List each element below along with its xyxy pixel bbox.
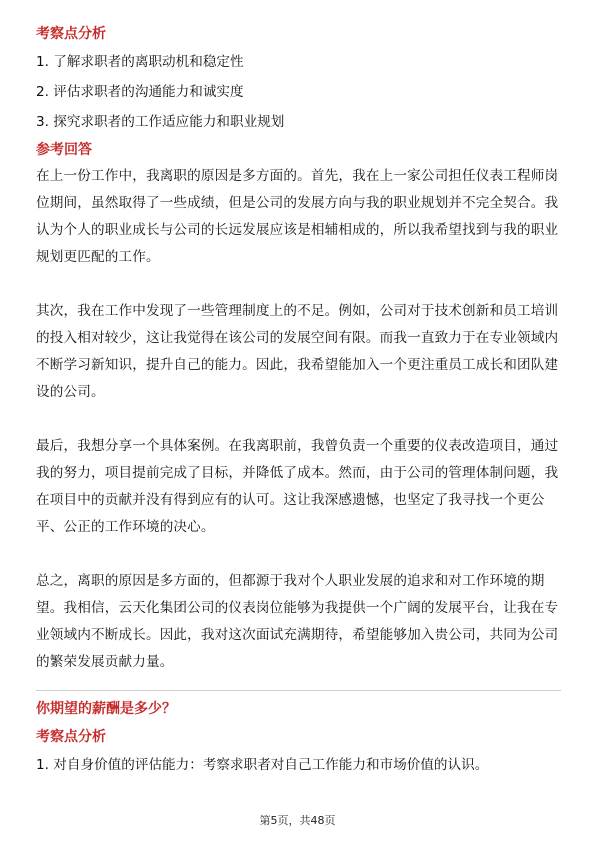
answer-paragraph: 在上一份工作中，我离职的原因是多方面的。首先，我在上一家公司担任仪表工程师岗位期间，虽然取得了一些成绩，但是公司的发展方向与我的职业规划并不完全契合。我认为个人的职业成长与公司的长远发展应该是相辅相成的，所以我希望找到与我的职业规划更匹配的工作。 bbox=[36, 168, 559, 265]
answer-paragraph: 最后，我想分享一个具体案例。在我离职前，我曾负责一个重要的仪表改造项目，通过我的努力，项目提前完成了目标，并降低了成本。然而，由于公司的管理体制问题，我在项目中的贡献并没有得到应有的认可。这让我深感遗憾，也坚定了我寻找一个更公平、公正的工作环境的决心。 bbox=[36, 438, 559, 535]
question-title: 你期望的薪酬是多少？ bbox=[36, 701, 176, 717]
section-divider bbox=[36, 690, 561, 691]
section-heading-analysis: 考察点分析 bbox=[36, 26, 106, 42]
document-page bbox=[36, 16, 561, 775]
list-item: 3. 探究求职者的工作适应能力和职业规划 bbox=[36, 114, 285, 130]
section-heading-answer: 参考回答 bbox=[36, 142, 92, 158]
list-item: 1. 对自身价值的评估能力：考察求职者对自己工作能力和市场价值的认识。 bbox=[36, 757, 489, 773]
section-heading-analysis: 考察点分析 bbox=[36, 729, 106, 745]
page-number: 第5页，共48页 bbox=[259, 814, 336, 827]
list-item: 2. 评估求职者的沟通能力和诚实度 bbox=[36, 84, 244, 100]
answer-paragraph: 其次，我在工作中发现了一些管理制度上的不足。例如，公司对于技术创新和员工培训的投入相对较少，这让我觉得在该公司的发展空间有限。而我一直致力于在专业领域内不断学习新知识，提升自己的能力。因此，我希望能加入一个更注重员工成长和团队建设的公司。 bbox=[36, 303, 559, 400]
answer-paragraph: 总之，离职的原因是多方面的，但都源于我对个人职业发展的追求和对工作环境的期望。我相信，云天化集团公司的仪表岗位能够为我提供一个广阔的发展平台，让我在专业领域内不断成长。因此，我对这次面试充满期待，希望能够加入贵公司，共同为公司的繁荣发展贡献力量。 bbox=[36, 573, 559, 670]
list-item: 1. 了解求职者的离职动机和稳定性 bbox=[36, 54, 244, 70]
